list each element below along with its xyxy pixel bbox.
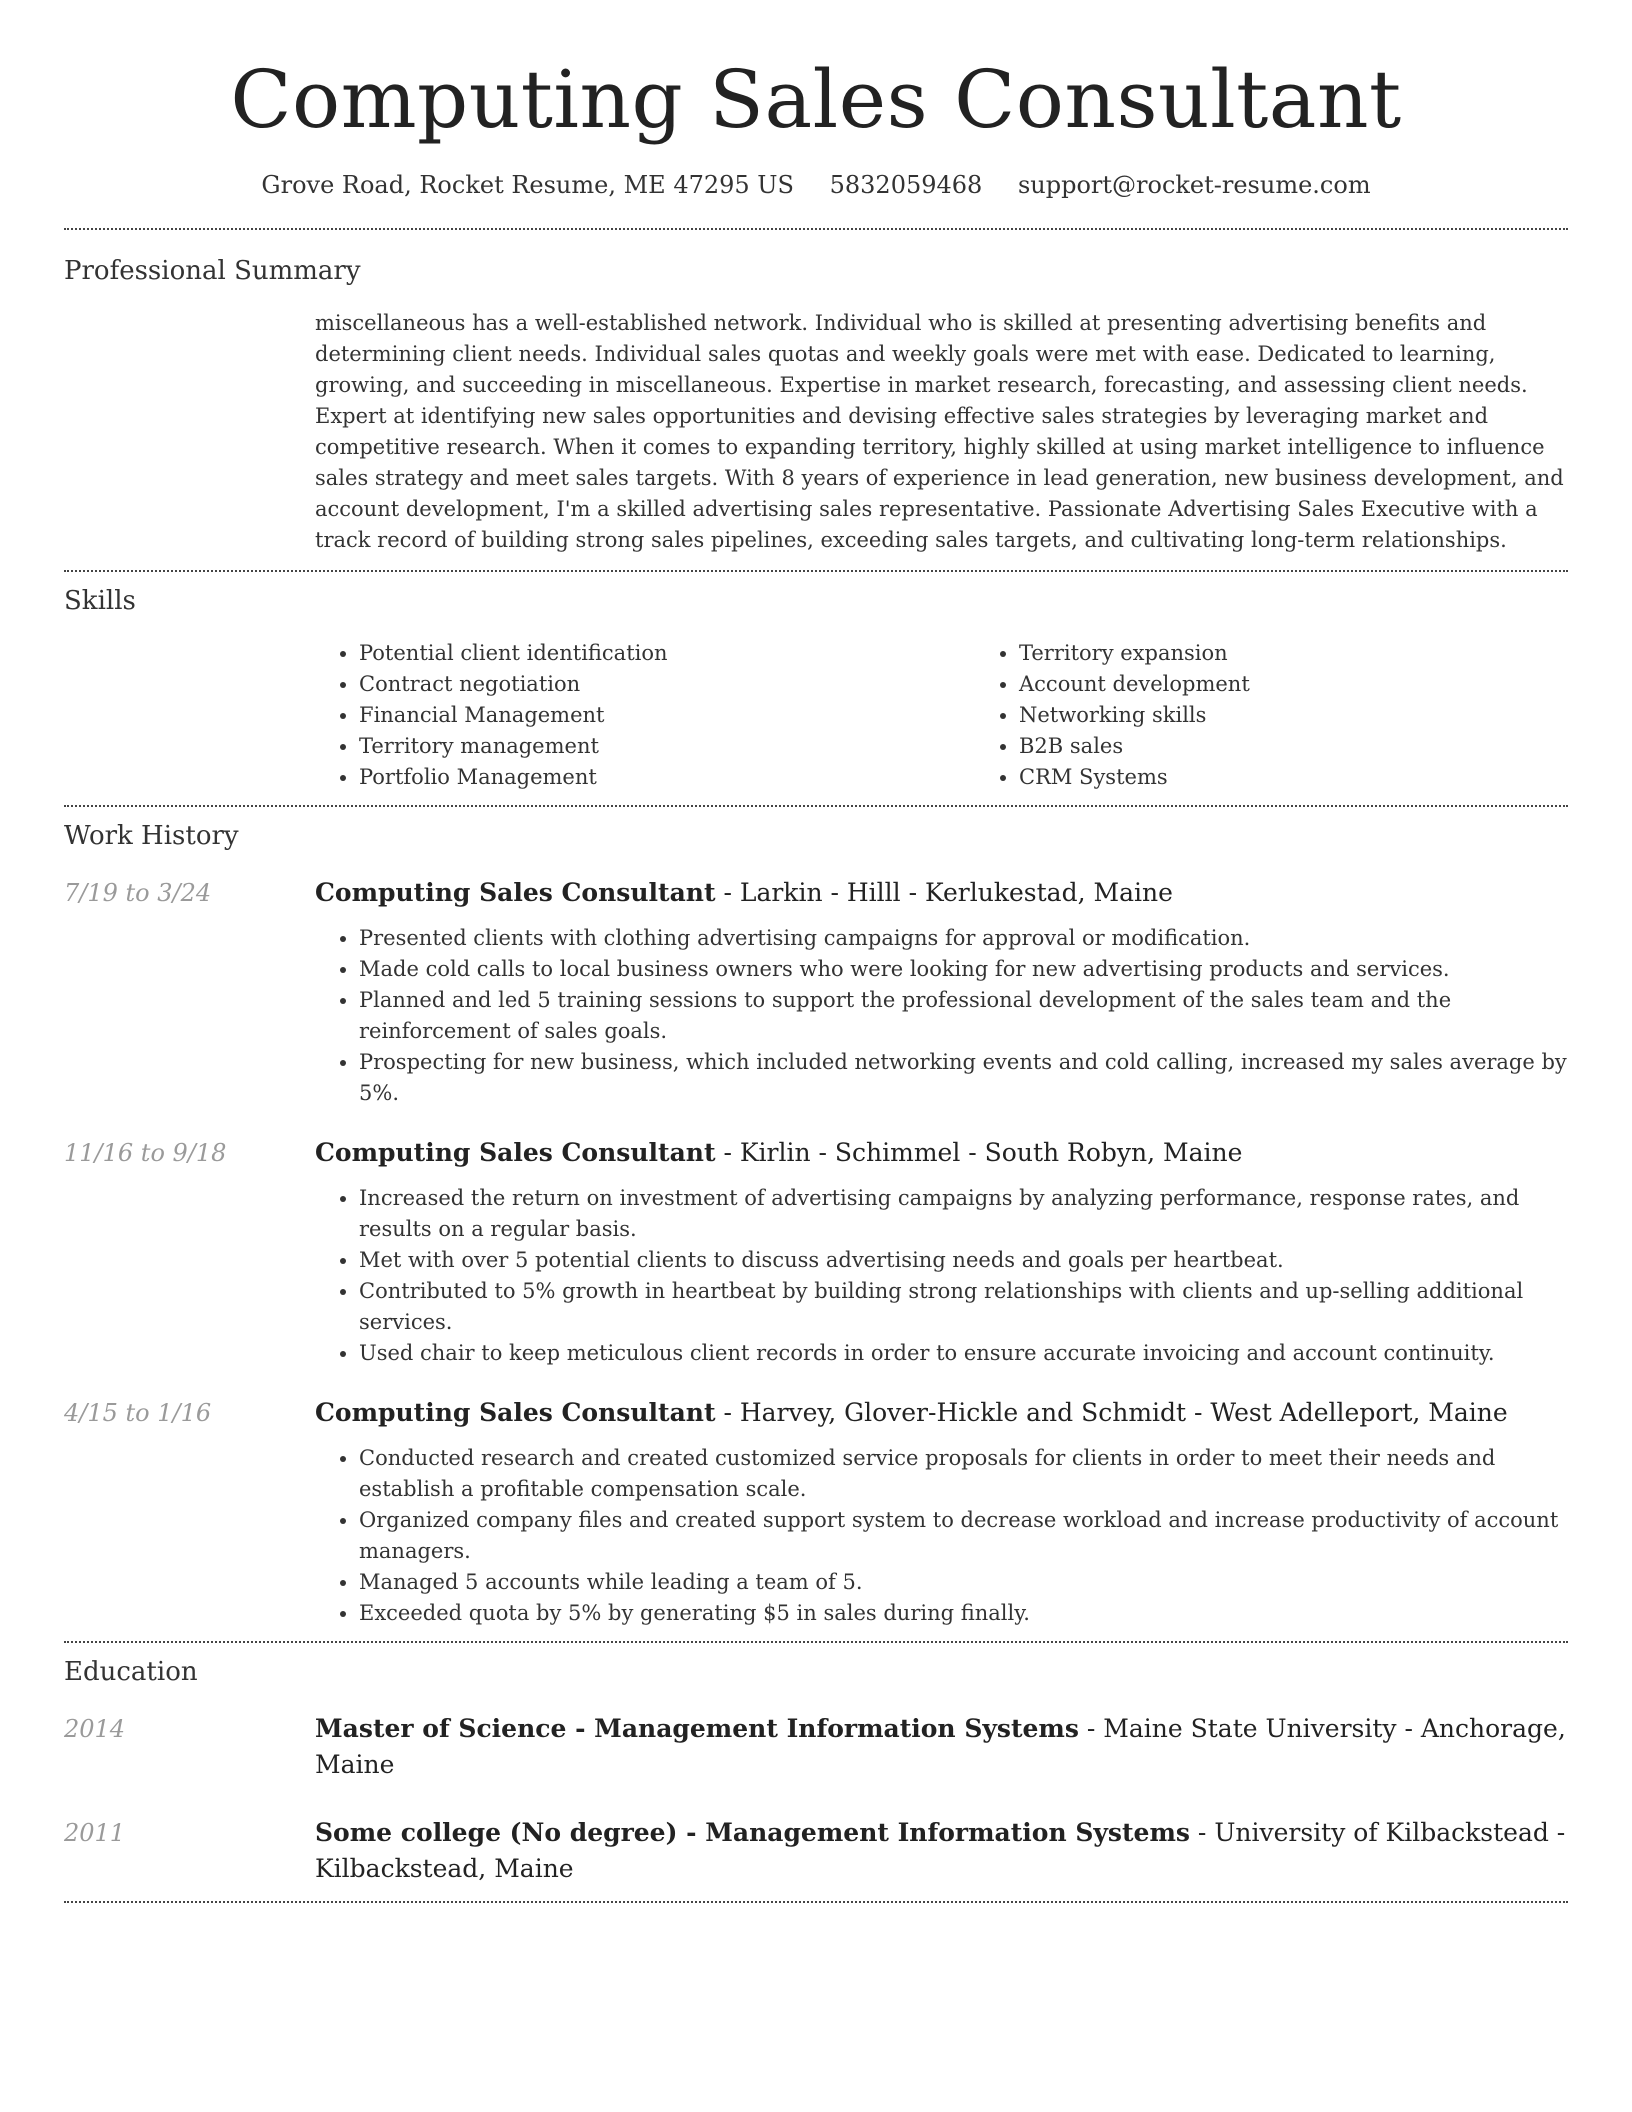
job-title	[315, 1135, 1568, 1171]
job-details: - Larkin - Hilll - Kerlukestad, Maine	[715, 878, 1173, 907]
contact-address: Grove Road, Rocket Resume, ME 47295 US	[261, 171, 794, 199]
skills-section	[64, 572, 1568, 805]
skill-item: • Contract negotiation	[359, 669, 975, 700]
job-bullets	[315, 1183, 1568, 1369]
education-title	[315, 1711, 1568, 1783]
skills-list-left	[315, 638, 975, 793]
job-bullet: • Exceeded quota by 5% by generating $5 in sales during finally.	[359, 1598, 1568, 1629]
skills-grid	[315, 638, 1568, 793]
skills-list-right	[975, 638, 1632, 793]
education-degree: Some college (No degree) - Management Information Systems	[315, 1818, 1190, 1847]
job-bullet: • Presented clients with clothing advertising campaigns for approval or modification.	[359, 923, 1568, 954]
skill-item: • Portfolio Management	[359, 762, 975, 793]
divider	[64, 1901, 1568, 1903]
job-entry	[64, 1135, 1568, 1369]
skill-item: • B2B sales	[1019, 731, 1632, 762]
skill-item: • Territory management	[359, 731, 975, 762]
skill-item: • Networking skills	[1019, 700, 1632, 731]
section-title-work: Work History	[64, 821, 239, 851]
job-bullets	[315, 1443, 1568, 1629]
work-section	[64, 807, 1568, 1641]
job-dates: 7/19 to 3/24	[64, 879, 212, 907]
section-title-education: Education	[64, 1657, 198, 1687]
job-dates: 11/16 to 9/18	[64, 1139, 227, 1167]
job-bullet: • Prospecting for new business, which included networking events and cold calling, increased my sales average by 5%.	[359, 1047, 1568, 1109]
summary-section	[64, 230, 1568, 570]
skill-item: • CRM Systems	[1019, 762, 1632, 793]
contact-line	[64, 168, 1568, 202]
education-entry	[64, 1815, 1568, 1887]
job-title	[315, 875, 1568, 911]
job-details: - Harvey, Glover-Hickle and Schmidt - West Adelleport, Maine	[715, 1398, 1508, 1427]
job-role: Computing Sales Consultant	[315, 878, 716, 907]
section-title-skills: Skills	[64, 586, 136, 616]
skill-item: • Territory expansion	[1019, 638, 1632, 669]
skill-item: • Potential client identification	[359, 638, 975, 669]
education-section	[64, 1643, 1568, 1901]
job-role: Computing Sales Consultant	[315, 1398, 716, 1427]
job-bullet: • Contributed to 5% growth in heartbeat by building strong relationships with clients and up-selling additional services.	[359, 1276, 1568, 1338]
job-entry	[64, 1395, 1568, 1629]
job-bullet: • Used chair to keep meticulous client records in order to ensure accurate invoicing and account continuity.	[359, 1338, 1568, 1369]
job-bullet: • Met with over 5 potential clients to discuss advertising needs and goals per heartbeat.	[359, 1245, 1568, 1276]
job-bullet: • Planned and led 5 training sessions to support the professional development of the sales team and the reinforcement of sales goals.	[359, 985, 1568, 1047]
summary-text: miscellaneous has a well-established network. Individual who is skilled at presenting advertising benefits and determining client needs. Individual sales quotas and weekly goals were met with ease. Dedicated to learning, growing, and succeeding in miscellaneous. Expertise in market research, forecasting, and assessing client needs. Expert at identifying new sales opportunities and devising effective sales strategies by leveraging market and competitive research. When it comes to expanding territory, highly skilled at using market intelligence to influence sales strategy and meet sales targets. With 8 years of experience in lead generation, new business development, and account development, I'm a skilled advertising sales representative. Passionate Advertising Sales Executive with a track record of building strong sales pipelines, exceeding sales targets, and cultivating long-term relationships.	[315, 311, 1564, 552]
candidate-name: Computing Sales Consultant	[230, 53, 1402, 146]
education-year: 2011	[64, 1819, 126, 1847]
job-bullet: • Managed 5 accounts while leading a team of 5.	[359, 1567, 1568, 1598]
contact-phone: 5832059468	[829, 171, 983, 199]
education-year: 2014	[64, 1715, 126, 1743]
section-title-summary: Professional Summary	[64, 256, 361, 286]
education-details: - Maine State University - Anchorage, Maine	[315, 1714, 1566, 1779]
job-bullet: • Increased the return on investment of advertising campaigns by analyzing performance, response rates, and results on a regular basis.	[359, 1183, 1568, 1245]
education-details: - University of Kilbackstead - Kilbackstead, Maine	[315, 1818, 1566, 1883]
education-title	[315, 1815, 1568, 1887]
job-bullet: • Conducted research and created customized service proposals for clients in order to meet their needs and establish a profitable compensation scale.	[359, 1443, 1568, 1505]
job-body	[315, 1395, 1568, 1629]
job-bullet: • Made cold calls to local business owners who were looking for new advertising products and services.	[359, 954, 1568, 985]
education-entry	[64, 1711, 1568, 1783]
education-degree: Master of Science - Management Information Systems	[315, 1714, 1079, 1743]
contact-email: support@rocket-resume.com	[1017, 171, 1371, 199]
skill-item: • Account development	[1019, 669, 1632, 700]
job-role: Computing Sales Consultant	[315, 1138, 716, 1167]
resume-header	[64, 0, 1568, 202]
skill-item: • Financial Management	[359, 700, 975, 731]
job-title	[315, 1395, 1568, 1431]
job-details: - Kirlin - Schimmel - South Robyn, Maine	[715, 1138, 1243, 1167]
job-entry	[64, 875, 1568, 1109]
job-bullets	[315, 923, 1568, 1109]
job-dates: 4/15 to 1/16	[64, 1399, 212, 1427]
job-bullet: • Organized company files and created support system to decrease workload and increase productivity of account managers.	[359, 1505, 1568, 1567]
job-body	[315, 1135, 1568, 1369]
job-body	[315, 875, 1568, 1109]
